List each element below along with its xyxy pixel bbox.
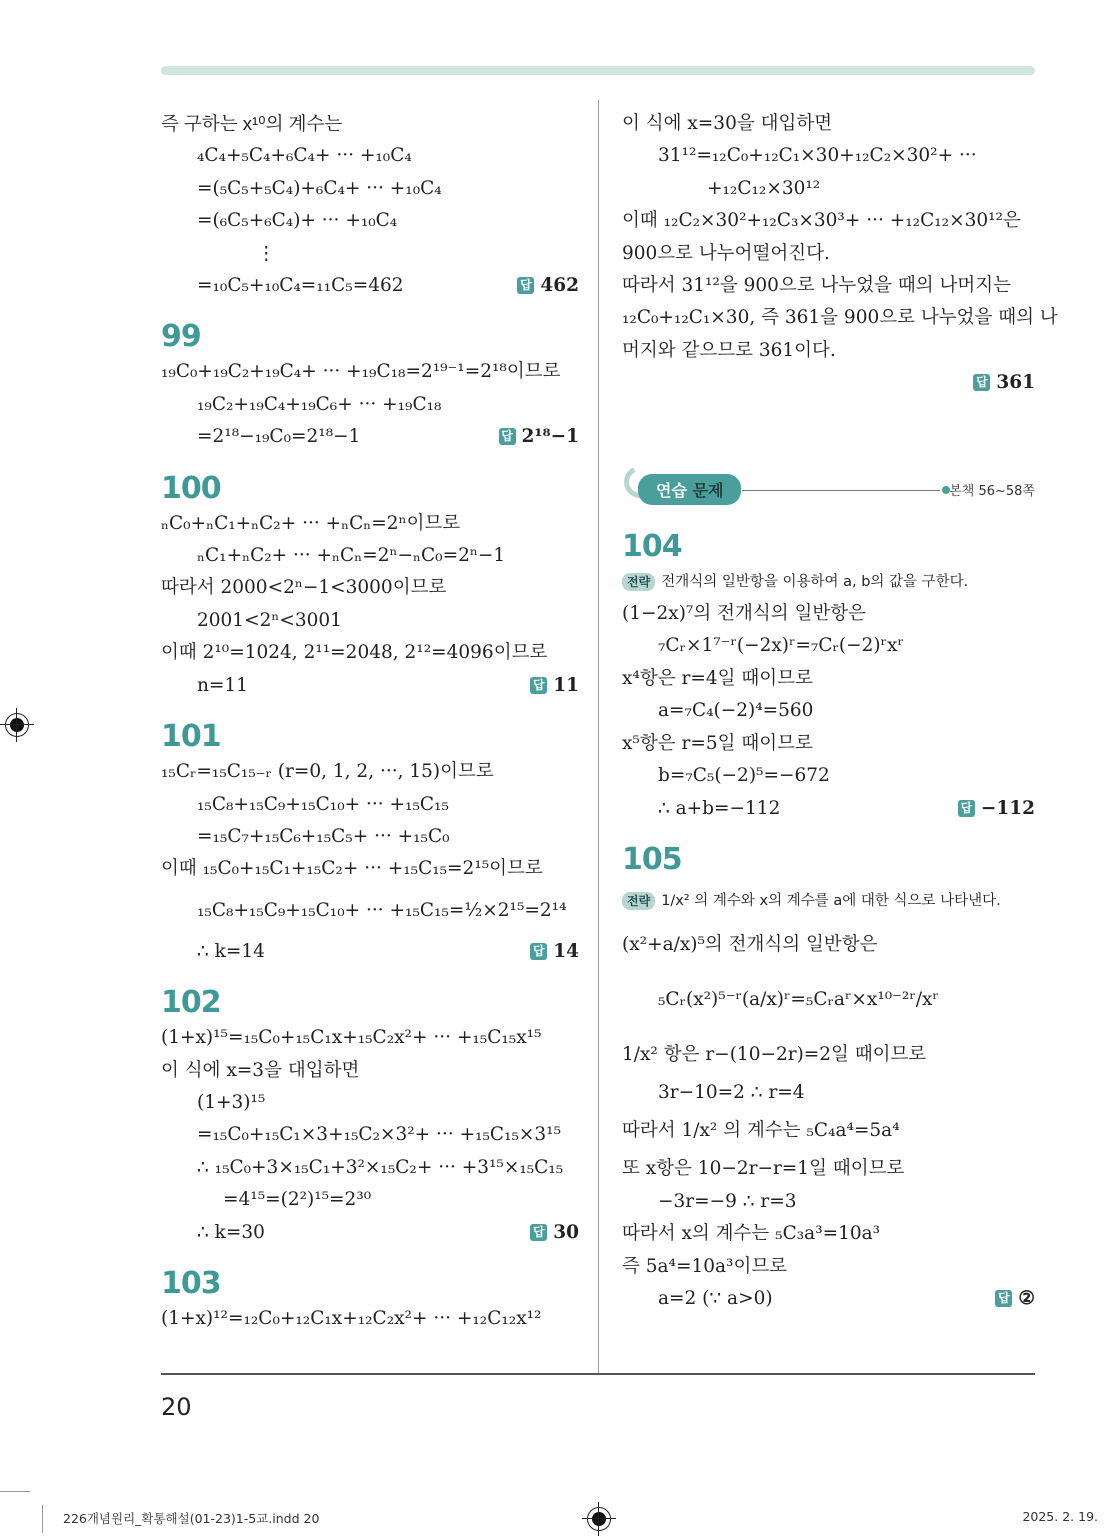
bottom-rule [161,1373,1035,1375]
solution-line: 이 식에 x=3을 대입하면 [161,1059,360,1081]
solution-text: ∴ a+b=−112 [658,797,781,819]
answer-badge-icon: 답 [530,677,547,694]
answer-badge-icon: 답 [517,277,534,294]
answer [530,1217,579,1249]
answer-value: ② [1018,1287,1035,1309]
answer-badge-icon: 답 [958,800,975,817]
problem-103-continued [622,108,1058,400]
problem-102 [161,984,579,1249]
answer [517,270,579,302]
strategy-line [622,879,1035,923]
section-header-practice [622,472,1035,512]
answer [958,793,1035,825]
solution-line: (1−2x)⁷의 전개식의 일반항은 [622,603,866,625]
solution-line: (x²+a/x)⁵의 전개식의 일반항은 [622,933,878,955]
problem-number: 104 [622,528,682,564]
solution-line: (1+x)¹²=₁₂C₀+₁₂C₁x+₁₂C₂x²+ ··· +₁₂C₁₂x¹² [161,1307,542,1329]
column-divider [598,100,599,1373]
problem-105 [622,841,1035,1315]
solution-line: =₁₅C₀+₁₅C₁×3+₁₅C₂×3²+ ··· +₁₅C₁₅×3¹⁵ [197,1124,562,1146]
answer-value: 14 [553,940,579,962]
solution-line: x⁵항은 r=5일 때이므로 [622,732,813,754]
problem-number: 100 [161,470,221,506]
solution-line: a=₇C₄(−2)⁴=560 [658,700,814,722]
section-rule [742,490,940,491]
solution-text: a=2 (∵ a>0) [658,1287,773,1309]
solution-line: 3r−10=2 ∴ r=4 [658,1081,805,1103]
intro-solution [161,108,579,302]
answer-value: 11 [553,674,579,696]
solution-line: ₁₅Cᵣ=₁₅C₁₅₋ᵣ (r=0, 1, 2, ···, 15)이므로 [161,761,494,783]
page-number: 20 [161,1393,192,1421]
solution-line: (1+x)¹⁵=₁₅C₀+₁₅C₁x+₁₅C₂x²+ ··· +₁₅C₁₅x¹⁵ [161,1027,542,1049]
strategy-badge-icon: 전략 [622,573,655,591]
solution-line: −3r=−9 ∴ r=3 [658,1190,797,1212]
left-column [161,108,579,1335]
solution-line: ₁₅C₈+₁₅C₉+₁₅C₁₀+ ··· +₁₅C₁₅ [197,793,449,815]
solution-line: =4¹⁵=(2²)¹⁵=2³⁰ [223,1189,372,1211]
solution-line: ₙC₁+ₙC₂+ ··· +ₙCₙ=2ⁿ−ₙC₀=2ⁿ−1 [197,545,506,567]
solution-line: +₁₂C₁₂×30¹² [707,177,821,199]
solution-line [622,793,1035,825]
solution-line: (1+3)¹⁵ [197,1091,266,1113]
solution-line: ₙC₀+ₙC₁+ₙC₂+ ··· +ₙCₙ=2ⁿ이므로 [161,512,461,534]
solution-line: =(₅C₅+₅C₄)+₆C₄+ ··· +₁₀C₄ [197,177,442,199]
problem-100 [161,470,579,702]
solution-line: ∴ ₁₅C₀+3×₁₅C₁+3²×₁₅C₂+ ··· +3¹⁵×₁₅C₁₅ [197,1156,564,1178]
solution-line: 따라서 31¹²을 900으로 나누었을 때의 나머지는 [622,275,1012,297]
solution-line: ₁₅C₈+₁₅C₉+₁₅C₁₀+ ··· +₁₅C₁₅=½×2¹⁵=2¹⁴ [197,899,567,921]
vertical-ellipsis: ⋮ [257,242,276,264]
answer-badge-icon: 답 [499,428,516,445]
strategy-text: 전개식의 일반항을 이용하여 a, b의 값을 구한다. [661,573,969,590]
problem-number: 101 [161,719,221,755]
solution-line: =₁₅C₇+₁₅C₆+₁₅C₅+ ··· +₁₅C₀ [197,825,450,847]
problem-number: 105 [622,841,682,877]
problem-number: 103 [161,1265,221,1301]
solution-line: 또 x항은 10−2r−r=1일 때이므로 [622,1158,905,1180]
solution-text: ∴ k=14 [197,940,265,962]
answer-value: 30 [553,1221,579,1243]
answer [530,670,579,702]
solution-line: ₇Cᵣ×1⁷⁻ʳ(−2x)ʳ=₇Cᵣ(−2)ʳxʳ [658,635,904,657]
solution-line: 이때 ₁₂C₂×30²+₁₂C₃×30³+ ··· +₁₂C₁₂×30¹²은 [622,210,1021,232]
solution-line: 따라서 x의 계수는 ₅C₃a³=10a³ [622,1223,881,1245]
problem-number: 99 [161,319,201,355]
solution-text: =₁₀C₅+₁₀C₄=₁₁C₅=462 [197,275,404,297]
solution-line: ₁₉C₀+₁₉C₂+₁₉C₄+ ··· +₁₉C₁₈=2¹⁹⁻¹=2¹⁸이므로 [161,361,561,383]
answer [973,367,1035,399]
solution-line: 900으로 나누어떨어진다. [622,242,830,264]
problem-99 [161,318,579,453]
solution-line: 이때 ₁₅C₀+₁₅C₁+₁₅C₂+ ··· +₁₅C₁₅=2¹⁵이므로 [161,858,543,880]
solution-line: 따라서 1/x² 의 계수는 ₅C₄a⁴=5a⁴ [622,1120,900,1142]
solution-line: 31¹²=₁₂C₀+₁₂C₁×30+₁₂C₂×30²+ ··· [658,145,977,167]
solution-line: ₁₂C₀+₁₂C₁×30, 즉 361을 900으로 나누었을 때의 나 [622,307,1058,329]
solution-line: =(₆C₅+₆C₄)+ ··· +₁₀C₄ [197,210,398,232]
registration-mark-icon [5,713,29,737]
solution-line [161,421,579,453]
footer-date: 2025. 2. 19. [1022,1509,1098,1524]
answer [499,421,579,453]
crop-mark [0,1491,30,1492]
answer-value: 361 [996,372,1035,394]
answer-badge-icon: 답 [530,943,547,960]
strategy-text: 1/x² 의 계수와 x의 계수를 a에 대한 식으로 나타낸다. [661,892,1001,909]
solution-line: 머지와 같으므로 361이다. [622,339,836,361]
strategy-badge-icon: 전략 [622,892,655,910]
solution-text: ∴ k=30 [197,1221,265,1243]
solution-line: 따라서 2000<2ⁿ−1<3000이므로 [161,577,447,599]
section-title [638,474,741,505]
right-column [622,108,1058,1315]
solution-line [161,936,579,968]
top-decorative-bar [161,66,1035,75]
solution-text: =2¹⁸−₁₉C₀=2¹⁸−1 [197,426,361,448]
solution-line: ₁₉C₂+₁₉C₄+₁₉C₆+ ··· +₁₉C₁₈ [197,393,442,415]
problem-103 [161,1265,579,1335]
solution-line [622,1283,1035,1315]
section-title-light: 연습 [656,480,687,500]
solution-text: n=11 [197,674,248,696]
solution-line [161,270,579,302]
solution-line [161,670,579,702]
solution-line: 즉 구하는 x¹⁰의 계수는 [161,113,343,134]
footer-filename: 226개념원리_확통해설(01-23)1-5교.indd 20 [63,1511,320,1526]
answer-badge-icon: 답 [530,1224,547,1241]
answer-line [622,367,1035,399]
problem-number: 102 [161,985,221,1021]
textbook-reference: 본책 56~58쪽 [949,483,1035,499]
crop-mark [42,1505,43,1533]
solution-line: b=₇C₅(−2)⁵=−672 [658,765,830,787]
strategy-line [622,566,1035,598]
solution-line: 이때 2¹⁰=1024, 2¹¹=2048, 2¹²=4096이므로 [161,642,548,664]
solution-line: 1/x² 항은 r−(10−2r)=2일 때이므로 [622,1043,927,1065]
solution-line: 이 식에 x=30을 대입하면 [622,113,833,134]
solution-line: ₄C₄+₅C₄+₆C₄+ ··· +₁₀C₄ [197,145,412,167]
solution-line: 즉 5a⁴=10a³이므로 [622,1255,788,1277]
problem-101 [161,718,579,968]
answer-value: −112 [980,797,1035,819]
solution-line: x⁴항은 r=4일 때이므로 [622,667,813,689]
registration-mark-icon [587,1507,611,1531]
section-title-bold: 문제 [692,480,724,500]
solution-line: ₅Cᵣ(x²)⁵⁻ʳ(a/x)ʳ=₅Cᵣaʳ×x¹⁰⁻²ʳ/xʳ [658,988,939,1010]
answer-badge-icon: 답 [973,374,990,391]
problem-104 [622,528,1035,825]
answer [995,1283,1035,1315]
solution-line: 2001<2ⁿ<3001 [197,609,342,631]
answer-badge-icon: 답 [995,1290,1012,1307]
answer [530,936,579,968]
answer-value: 2¹⁸−1 [521,426,579,448]
answer-value: 462 [540,275,579,297]
solution-line [161,1217,579,1249]
